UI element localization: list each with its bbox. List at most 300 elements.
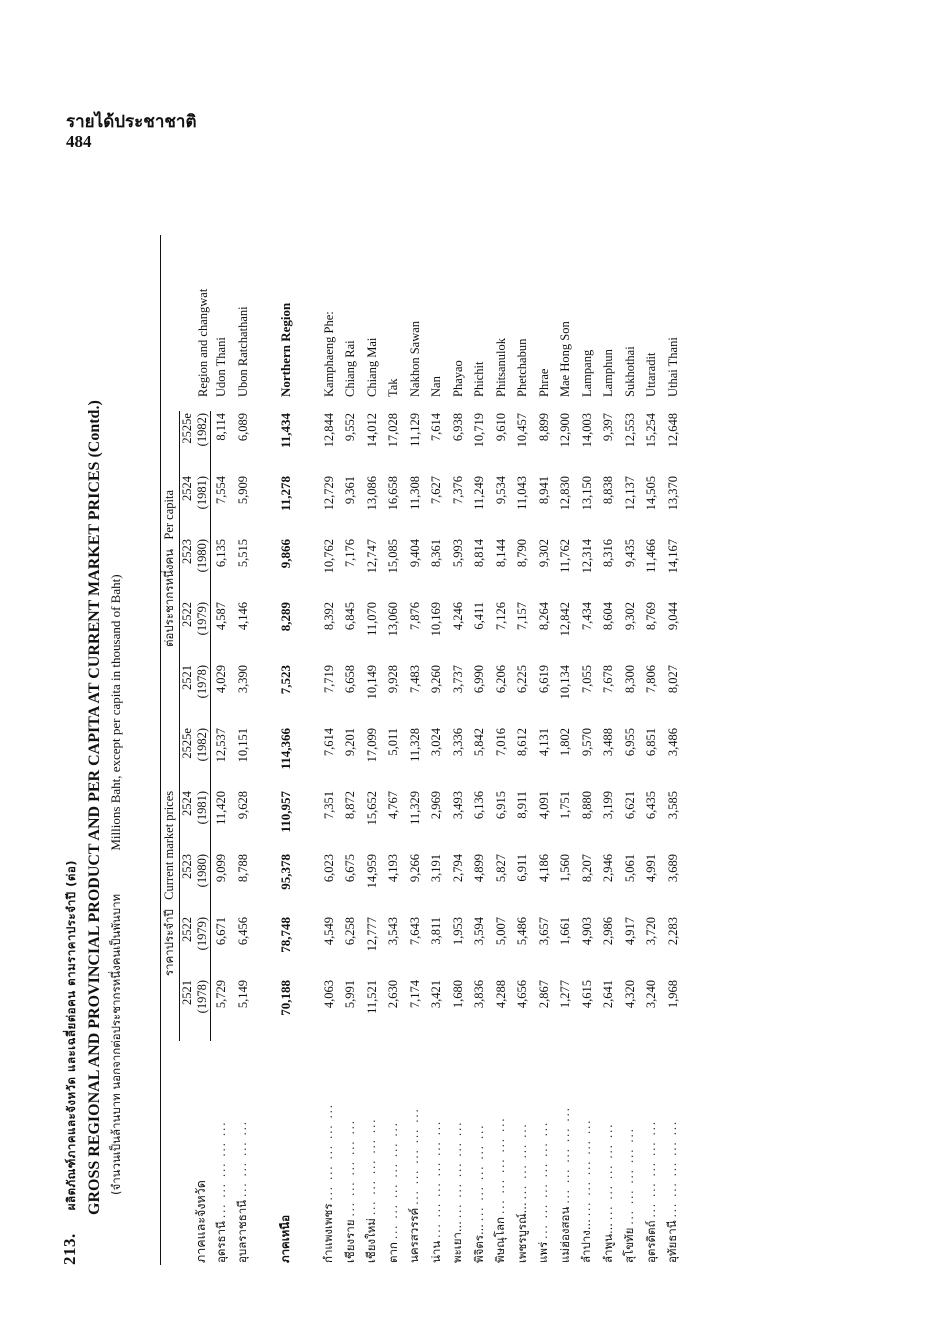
leader-dots: ... ... ... ... ... [557, 1106, 572, 1204]
value-cell: 12,900 [558, 413, 573, 448]
value-cell: 11,249 [472, 476, 487, 510]
value-cell: 7,351 [321, 791, 336, 820]
value-cell: 3,240 [644, 980, 659, 1009]
value-cell: 5,991 [343, 980, 358, 1009]
value-cell: 6,915 [493, 791, 508, 820]
spacer-cell [254, 235, 276, 1265]
value-cell: 78,748 [278, 917, 294, 953]
value-cell: 13,150 [579, 476, 594, 511]
value-cell: 4,587 [214, 602, 229, 631]
province-thai: อุตรดิตถ์ [643, 1220, 658, 1263]
header-current-prices [161, 726, 180, 1041]
value-cell: 7,376 [450, 476, 465, 505]
spacer-row [254, 235, 276, 1265]
value-cell: 12,314 [579, 539, 594, 574]
table-row [512, 235, 534, 1265]
year-header [180, 600, 211, 663]
value-cell: 5,729 [214, 980, 229, 1009]
leader-dots: ... ... ... ... ... [579, 1118, 594, 1217]
value-cell: 8,316 [601, 539, 616, 568]
value-cell: 11,278 [278, 476, 294, 512]
table-titles [60, 165, 128, 1265]
value-cell: 12,137 [622, 476, 637, 511]
value-cell: 6,911 [515, 854, 530, 882]
year-header [180, 915, 211, 978]
table-row [426, 235, 448, 1265]
value-cell: 8,114 [214, 413, 229, 441]
province-english: Nan [429, 376, 444, 397]
year-be: 2523 [180, 539, 194, 564]
value-cell: 11,420 [214, 791, 229, 825]
value-cell: 2,641 [601, 980, 616, 1009]
province-english: Uttaradit [644, 352, 659, 397]
year-be: 2522 [180, 602, 194, 627]
value-cell: 12,747 [364, 539, 379, 574]
leader-dots: ... ... ... ... ... ... [385, 1121, 400, 1239]
value-cell: 7,806 [644, 665, 659, 694]
value-cell: 7,678 [601, 665, 616, 694]
table-number: 213. [60, 1233, 79, 1265]
year-be: 2525e [180, 728, 194, 759]
province-thai: เพชรบูรณ์... [514, 1202, 529, 1263]
province-english: Phrae [536, 368, 551, 397]
table-row [641, 235, 663, 1265]
province-thai-cell [405, 1041, 427, 1265]
value-cell: 6,135 [214, 539, 229, 568]
value-cell: 5,827 [493, 854, 508, 883]
value-cell: 70,188 [278, 980, 294, 1016]
province-thai: ตาก [385, 1242, 400, 1263]
table-body [211, 235, 685, 1265]
value-cell: 7,523 [278, 665, 294, 695]
value-cell: 9,928 [386, 665, 401, 694]
province-english: Phitsanulok [493, 337, 508, 397]
value-cell: 9,628 [235, 791, 250, 820]
province-thai-cell [598, 1041, 620, 1265]
value-cell: 7,483 [407, 665, 422, 694]
value-cell: 13,060 [386, 602, 401, 637]
province-thai: อุดรธานี [213, 1221, 228, 1263]
value-cell: 9,397 [601, 413, 616, 442]
leader-dots: ... ... ... ... ... [342, 1119, 357, 1217]
year-header [180, 852, 211, 915]
province-thai-cell [577, 1041, 599, 1265]
english-title: GROSS REGIONAL AND PROVINCIAL PRODUCT AND PER CAPITA AT CURRENT MARKET PRICES (Contd.) [86, 400, 103, 1215]
leader-dots: ... ... ... ... ... ... [428, 1119, 443, 1238]
value-cell: 7,434 [579, 602, 594, 631]
value-cell: 2,283 [665, 917, 680, 946]
value-cell: 10,134 [558, 665, 573, 700]
per-capita-en: Per capita [162, 489, 176, 540]
value-cell: 1,751 [558, 791, 573, 820]
year-be: 2525e [180, 413, 194, 444]
year-ce: (1982) [195, 728, 209, 762]
value-cell: 8,289 [278, 602, 294, 632]
value-cell: 8,788 [235, 854, 250, 883]
value-cell: 7,126 [493, 602, 508, 631]
province-thai-cell [469, 1041, 491, 1265]
table-row [448, 235, 470, 1265]
value-cell: 9,302 [536, 539, 551, 568]
province-english: Tak [386, 378, 401, 397]
leader-dots: ... ... ... ... ... [213, 1120, 228, 1218]
english-unit: Millions Baht, except per capita in thousand of Baht) [108, 574, 123, 851]
value-cell: 7,055 [579, 665, 594, 694]
value-cell: 10,457 [515, 413, 530, 448]
year-header [180, 411, 211, 474]
value-cell: 12,830 [558, 476, 573, 511]
leader-dots: ... ... ... ... ... [665, 1119, 680, 1218]
value-cell: 12,777 [364, 917, 379, 952]
province-thai: พิจิตร... [471, 1224, 486, 1263]
value-cell: 1,953 [450, 917, 465, 946]
value-cell: 4,063 [321, 980, 336, 1009]
table-row [491, 235, 513, 1265]
value-cell: 1,680 [450, 980, 465, 1009]
value-cell: 17,028 [386, 413, 401, 448]
value-cell: 14,012 [364, 413, 379, 448]
year-header [180, 537, 211, 600]
value-cell: 8,300 [622, 665, 637, 694]
value-cell: 12,648 [665, 413, 680, 448]
value-cell: 9,361 [343, 476, 358, 505]
value-cell: 6,258 [343, 917, 358, 946]
value-cell: 9,201 [343, 728, 358, 757]
value-cell: 14,003 [579, 413, 594, 448]
page-header [66, 112, 226, 152]
value-cell: 8,880 [579, 791, 594, 820]
value-cell: 5,993 [450, 539, 465, 568]
value-cell: 8,604 [601, 602, 616, 631]
leader-dots: ... ... ... ... ... [643, 1120, 658, 1218]
value-cell: 2,946 [601, 854, 616, 883]
value-cell: 4,899 [472, 854, 487, 883]
province-english: Phayao [450, 360, 465, 397]
value-cell: 6,955 [622, 728, 637, 757]
province-english: Phichit [472, 361, 487, 397]
rotated-table-area [60, 165, 890, 1265]
year-ce: (1981) [195, 476, 209, 510]
value-cell: 9,866 [278, 539, 294, 569]
province-thai: กำแพงเพชร [321, 1203, 336, 1263]
province-thai-cell [211, 1041, 233, 1265]
value-cell: 11,070 [364, 602, 379, 636]
value-cell: 6,851 [644, 728, 659, 757]
year-be: 2524 [180, 791, 194, 816]
value-cell: 12,553 [622, 413, 637, 448]
year-ce: (1980) [195, 539, 209, 573]
province-english: Udon Thani [214, 337, 228, 397]
value-cell: 110,957 [278, 791, 294, 833]
value-cell: 8,899 [536, 413, 551, 442]
province-english: Nakhon Sawan [407, 320, 422, 397]
province-thai: สุโขทัย [622, 1227, 637, 1263]
value-cell: 7,627 [429, 476, 444, 505]
value-cell: 5,011 [386, 728, 401, 756]
leader-dots: ... ... ... ... ... [450, 1120, 465, 1219]
value-cell: 3,488 [601, 728, 616, 757]
province-thai-cell [448, 1041, 470, 1265]
leader-dots: ... ... ... ... ... [471, 1123, 486, 1221]
province-english: Lampang [579, 349, 594, 397]
province-thai-cell [534, 1041, 556, 1265]
table-row [663, 235, 685, 1265]
value-cell: 15,652 [364, 791, 379, 826]
value-cell: 3,657 [536, 917, 551, 946]
province-thai-cell [319, 1041, 341, 1265]
value-cell: 8,264 [536, 602, 551, 631]
year-be: 2522 [180, 917, 194, 942]
value-cell: 7,174 [407, 980, 422, 1009]
value-cell: 8,838 [601, 476, 616, 505]
value-cell: 6,990 [472, 665, 487, 694]
value-cell: 1,968 [665, 980, 680, 1009]
value-cell: 11,466 [644, 539, 659, 573]
value-cell: 14,167 [665, 539, 680, 574]
province-thai-cell [426, 1041, 448, 1265]
value-cell: 13,086 [364, 476, 379, 511]
leader-dots: ... ... ... ... [514, 1122, 529, 1200]
thai-unit: (จำนวนเป็นล้านบาท นอกจากต่อประชากรหนึ่งคนเป็นพันบาท [109, 893, 123, 1195]
value-cell: 7,016 [493, 728, 508, 757]
province-thai: แพร่ [536, 1241, 551, 1263]
page-number: 484 [66, 132, 92, 151]
province-thai: นครสวรรค์ [407, 1207, 422, 1263]
value-cell: 13,370 [665, 476, 680, 511]
province-thai-cell [663, 1041, 685, 1265]
province-english: Ubon Ratchathani [235, 306, 250, 397]
value-cell: 5,842 [472, 728, 487, 757]
value-cell: 7,614 [429, 413, 444, 442]
province-thai-cell [491, 1041, 513, 1265]
year-ce: (1982) [195, 413, 209, 447]
value-cell: 6,225 [515, 665, 530, 694]
value-cell: 8,814 [472, 539, 487, 568]
value-cell: 9,552 [343, 413, 358, 442]
leader-dots: ... ... ... ... ... [493, 1116, 508, 1214]
unit-line [108, 165, 128, 1265]
value-cell: 4,656 [515, 980, 530, 1009]
value-cell: 6,456 [235, 917, 250, 946]
table-row [555, 235, 577, 1265]
value-cell: 4,767 [386, 791, 401, 820]
thai-title: ผลิตภัณฑ์ภาคและจังหวัด และเฉลี่ยต่อคน ตามราคาประจำปี (ต่อ) [64, 860, 78, 1211]
province-english: Lamphun [601, 349, 616, 397]
spacer-row [297, 235, 319, 1265]
province-thai: ภาคเหนือ [278, 1214, 293, 1263]
year-header [180, 789, 211, 852]
value-cell: 12,729 [321, 476, 336, 511]
thai-title-line [60, 165, 86, 1265]
leader-dots: ... ... ... ... ... [407, 1107, 422, 1205]
value-cell: 12,844 [321, 413, 336, 448]
value-cell: 11,329 [407, 791, 422, 825]
year-header [180, 978, 211, 1041]
value-cell: 9,266 [407, 854, 422, 883]
province-english: Uthai Thani [665, 337, 680, 397]
value-cell: 5,061 [622, 854, 637, 883]
value-cell: 114,366 [278, 728, 294, 770]
value-cell: 3,390 [235, 665, 250, 694]
value-cell: 2,630 [386, 980, 401, 1009]
year-be: 2521 [180, 980, 194, 1005]
value-cell: 9,099 [214, 854, 229, 883]
value-cell: 4,288 [493, 980, 508, 1009]
value-cell: 2,794 [450, 854, 465, 883]
value-cell: 16,658 [386, 476, 401, 511]
running-title: รายได้ประชาชาติ [66, 112, 197, 132]
province-thai-cell [641, 1041, 663, 1265]
value-cell: 3,024 [429, 728, 444, 757]
value-cell: 4,131 [536, 728, 551, 757]
value-cell: 8,872 [343, 791, 358, 820]
value-cell: 9,302 [622, 602, 637, 631]
value-cell: 4,320 [622, 980, 637, 1009]
value-cell: 14,505 [644, 476, 659, 511]
value-cell: 6,658 [343, 665, 358, 694]
value-cell: 4,903 [579, 917, 594, 946]
value-cell: 11,129 [407, 413, 422, 447]
value-cell: 15,085 [386, 539, 401, 574]
province-thai: น่าน [428, 1240, 443, 1263]
value-cell: 5,007 [493, 917, 508, 946]
value-cell: 8,392 [321, 602, 336, 631]
value-cell: 3,689 [665, 854, 680, 883]
year-ce: (1979) [195, 917, 209, 951]
value-cell: 4,186 [536, 854, 551, 883]
current-prices-thai: ราคาประจำปี [162, 909, 176, 977]
value-cell: 6,619 [536, 665, 551, 694]
value-cell: 3,594 [472, 917, 487, 946]
leader-dots: ... ... ... ... ... [321, 1102, 336, 1201]
value-cell: 9,435 [622, 539, 637, 568]
header-per-capita [161, 411, 180, 726]
value-cell: 11,328 [407, 728, 422, 762]
value-cell: 10,151 [235, 728, 250, 763]
value-cell: 4,029 [214, 665, 229, 694]
value-cell: 6,023 [321, 854, 336, 883]
table-row [211, 235, 233, 1265]
value-cell: 9,404 [407, 539, 422, 568]
value-cell: 10,169 [429, 602, 444, 637]
value-cell: 5,909 [235, 476, 250, 505]
value-cell: 3,199 [601, 791, 616, 820]
value-cell: 9,260 [429, 665, 444, 694]
value-cell: 12,537 [214, 728, 229, 763]
value-cell: 1,560 [558, 854, 573, 883]
province-thai-cell [555, 1041, 577, 1265]
value-cell: 3,486 [665, 728, 680, 757]
value-cell: 8,769 [644, 602, 659, 631]
province-thai: อุทัยธานี [665, 1220, 680, 1263]
year-ce: (1979) [195, 602, 209, 636]
value-cell: 7,157 [515, 602, 530, 631]
province-thai: แม่ฮ่องสอน [557, 1206, 572, 1263]
value-cell: 9,570 [579, 728, 594, 757]
value-cell: 10,149 [364, 665, 379, 700]
province-thai: เชียงใหม่ [364, 1218, 379, 1263]
table-row [469, 235, 491, 1265]
value-cell: 9,044 [665, 602, 680, 631]
region-total-row [276, 235, 298, 1265]
value-cell: 4,193 [386, 854, 401, 883]
table-row [340, 235, 362, 1265]
value-cell: 11,762 [558, 539, 573, 573]
value-cell: 3,720 [644, 917, 659, 946]
value-cell: 4,549 [321, 917, 336, 946]
value-cell: 10,719 [472, 413, 487, 448]
value-cell: 9,534 [493, 476, 508, 505]
province-thai-cell [233, 1041, 255, 1265]
year-header [180, 726, 211, 789]
table-row [620, 235, 642, 1265]
province-english: Chiang Rai [343, 340, 358, 397]
value-cell: 3,543 [386, 917, 401, 946]
value-cell: 6,206 [493, 665, 508, 694]
province-thai-cell [340, 1041, 362, 1265]
value-cell: 8,027 [665, 665, 680, 694]
value-cell: 8,144 [493, 539, 508, 568]
value-cell: 11,043 [515, 476, 530, 510]
value-cell: 5,486 [515, 917, 530, 946]
province-english: Kamphaeng Phe: [321, 311, 336, 397]
spacer-cell [297, 235, 319, 1265]
province-thai-cell [512, 1041, 534, 1265]
province-thai: ลำปาง... [579, 1219, 594, 1263]
value-cell: 6,845 [343, 602, 358, 631]
value-cell: 1,802 [558, 728, 573, 757]
value-cell: 4,917 [622, 917, 637, 946]
value-cell: 6,671 [214, 917, 229, 946]
value-cell: 8,612 [515, 728, 530, 757]
value-cell: 2,986 [601, 917, 616, 946]
value-cell: 3,811 [429, 917, 444, 945]
value-cell: 8,361 [429, 539, 444, 568]
value-cell: 3,191 [429, 854, 444, 883]
value-cell: 3,421 [429, 980, 444, 1009]
header-region-en: Region and changwat [161, 235, 211, 411]
value-cell: 1,277 [558, 980, 573, 1009]
value-cell: 14,959 [364, 854, 379, 889]
province-thai: เชียงราย [342, 1219, 357, 1263]
value-cell: 7,876 [407, 602, 422, 631]
data-table [160, 235, 684, 1265]
value-cell: 6,089 [235, 413, 250, 442]
province-english: Northern Region [278, 302, 294, 397]
province-thai: ลำพูน... [600, 1223, 615, 1263]
leader-dots: ... ... ... ... [235, 1119, 250, 1197]
value-cell: 3,585 [665, 791, 680, 820]
value-cell: 11,521 [364, 980, 379, 1014]
value-cell: 6,136 [472, 791, 487, 820]
value-cell: 8,790 [515, 539, 530, 568]
value-cell: 3,336 [450, 728, 465, 757]
value-cell: 5,515 [235, 539, 250, 568]
value-cell: 4,246 [450, 602, 465, 631]
table-row [383, 235, 405, 1265]
leader-dots: ... ... ... ... ... [622, 1127, 637, 1225]
current-prices-en: Current market prices [162, 790, 176, 900]
table-row [405, 235, 427, 1265]
province-thai: พะเยา... [450, 1221, 465, 1263]
value-cell: 7,554 [214, 476, 229, 505]
year-header [180, 663, 211, 726]
leader-dots: ... ... ... ... ... ... [536, 1120, 551, 1239]
table-row [362, 235, 384, 1265]
table-row [233, 235, 255, 1265]
value-cell: 11,308 [407, 476, 422, 510]
value-cell: 15,254 [644, 413, 659, 448]
